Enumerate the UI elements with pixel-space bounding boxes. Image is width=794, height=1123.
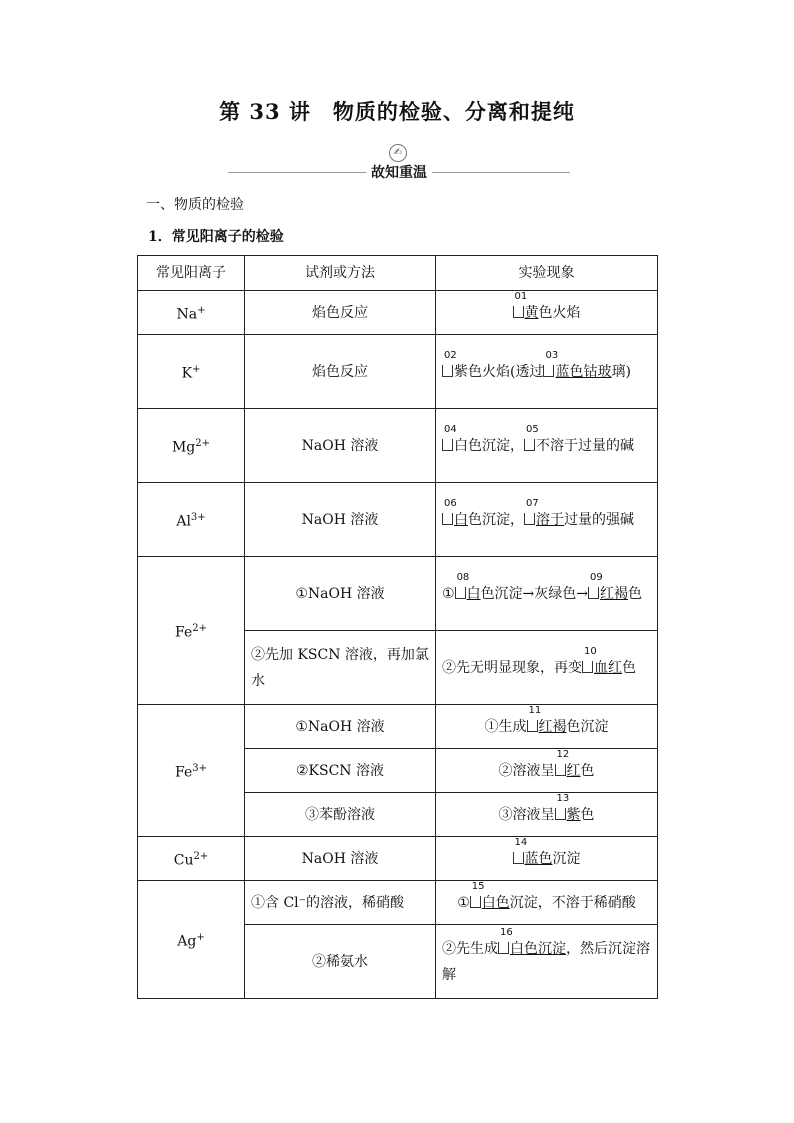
result-text: 过量的强碱 <box>564 511 634 528</box>
blank-number: 08 <box>456 571 470 583</box>
table-row <box>138 291 658 335</box>
answer-text: 紫 <box>566 806 581 823</box>
result-cell <box>436 557 658 631</box>
answer-text: 白色沉淀 <box>510 940 566 957</box>
result-text: 色 <box>580 806 595 823</box>
ion-charge: 3+ <box>192 762 207 774</box>
banner-label: 故知重温 <box>371 165 427 181</box>
ion-cell <box>138 483 245 557</box>
answer-blank <box>582 645 597 673</box>
table-header-row <box>138 256 658 291</box>
table-row <box>138 881 658 925</box>
blank-number: 04 <box>444 423 457 435</box>
subsection-heading: 1．常见阳离子的检验 <box>148 229 284 245</box>
answer-text: 白 <box>466 585 481 602</box>
answer-blank <box>588 571 603 599</box>
blank-number: 02 <box>444 349 457 361</box>
answer-text: 黄 <box>524 304 539 321</box>
banner-divider-left <box>228 172 366 173</box>
answer-blank <box>513 836 528 864</box>
page-title: 第 33 讲 物质的检验、分离和提纯 <box>219 99 575 124</box>
answer-blank <box>527 704 542 732</box>
result-text: 色 <box>628 585 643 602</box>
result-text: 白色沉淀， <box>454 437 524 454</box>
blank-number: 12 <box>556 748 570 760</box>
result-cell <box>436 291 658 335</box>
ion-symbol: K <box>181 365 193 382</box>
answer-blank <box>470 880 485 908</box>
result-cell <box>436 335 658 409</box>
answer-blank <box>555 792 570 820</box>
answer-blank <box>543 349 559 377</box>
result-text: 色沉淀， <box>468 511 524 528</box>
ion-charge: 2+ <box>193 850 209 862</box>
header-result: 实验现象 <box>436 256 658 291</box>
method-cell: ②稀氨水 <box>245 925 436 999</box>
answer-blank <box>442 423 457 451</box>
answer-text: 红褐 <box>538 718 567 735</box>
result-cell <box>436 631 658 705</box>
ion-charge: 2+ <box>192 622 207 634</box>
result-cell <box>436 409 658 483</box>
result-text: 色 <box>622 659 636 676</box>
ion-cell <box>138 409 245 483</box>
ion-charge: + <box>197 304 206 316</box>
method-cell: NaOH 溶液 <box>245 409 436 483</box>
method-cell: NaOH 溶液 <box>245 483 436 557</box>
blank-number: 01 <box>514 290 528 302</box>
header-ion: 常见阳离子 <box>138 256 245 291</box>
result-text: 沉淀，不溶于稀硝酸 <box>509 894 636 911</box>
blank-number: 05 <box>526 423 539 435</box>
cation-test-table <box>137 255 658 999</box>
result-text: ②先无明显现象，再变 <box>442 659 582 676</box>
answer-blank <box>455 571 470 599</box>
result-text: ① <box>442 585 455 602</box>
result-text: 紫色火焰(透过 <box>454 363 544 380</box>
ion-cell <box>138 881 245 999</box>
result-text: ②溶液呈 <box>498 762 555 779</box>
blank-number: 06 <box>444 497 457 509</box>
result-cell <box>436 483 658 557</box>
table-row <box>138 557 658 631</box>
result-text: 不溶于过量的碱 <box>536 437 634 454</box>
method-cell: ①NaOH 溶液 <box>245 557 436 631</box>
section-heading: 一、物质的检验 <box>146 197 244 213</box>
result-text: ，然后沉淀溶解 <box>442 940 650 983</box>
ion-symbol: Al <box>176 513 191 530</box>
blank-number: 10 <box>584 645 597 657</box>
result-text: 色火焰 <box>538 304 581 321</box>
result-text: 沉淀 <box>552 850 581 867</box>
blank-number: 03 <box>545 349 559 361</box>
table-row <box>138 483 658 557</box>
table-row <box>138 409 658 483</box>
ion-cell <box>138 335 245 409</box>
lamp-icon: ✍ <box>389 144 407 162</box>
result-cell <box>436 881 658 925</box>
result-cell <box>436 705 658 749</box>
blank-number: 11 <box>528 704 542 716</box>
blank-number: 07 <box>526 497 539 509</box>
ion-cell <box>138 837 245 881</box>
result-text: ②先生成 <box>442 940 498 957</box>
method-cell: NaOH 溶液 <box>245 837 436 881</box>
result-text: 色 <box>580 762 595 779</box>
answer-blank <box>442 349 457 377</box>
method-cell: ③苯酚溶液 <box>245 793 436 837</box>
answer-blank <box>513 290 528 318</box>
answer-text: 血红 <box>594 659 622 676</box>
answer-blank <box>524 423 539 451</box>
answer-blank <box>555 748 570 776</box>
answer-blank <box>442 497 457 525</box>
result-text: ③溶液呈 <box>498 806 555 823</box>
result-text: 色沉淀→灰绿色→ <box>480 585 589 602</box>
answer-text: 蓝色 <box>524 850 553 867</box>
ion-symbol: Fe <box>175 764 193 781</box>
result-cell <box>436 925 658 999</box>
answer-text: 红 <box>566 762 581 779</box>
result-text: 色沉淀 <box>566 718 609 735</box>
ion-cell <box>138 705 245 837</box>
blank-number: 14 <box>514 836 528 848</box>
blank-number: 15 <box>471 880 485 892</box>
answer-text: 蓝色钴玻 <box>555 363 612 380</box>
method-cell: ②KSCN 溶液 <box>245 749 436 793</box>
method-cell: ①含 Cl⁻的溶液，稀硝酸 <box>245 881 436 925</box>
section-banner <box>228 140 570 184</box>
ion-cell <box>138 291 245 335</box>
result-text: 璃) <box>611 363 631 380</box>
table-row <box>138 837 658 881</box>
ion-symbol: Cu <box>173 852 194 869</box>
result-text: ① <box>457 894 470 911</box>
method-cell: 焰色反应 <box>245 291 436 335</box>
result-cell <box>436 837 658 881</box>
answer-text: 白 <box>454 511 468 528</box>
ion-symbol: Fe <box>175 624 193 641</box>
header-method: 试剂或方法 <box>245 256 436 291</box>
result-text: ①生成 <box>484 718 527 735</box>
answer-text: 白色 <box>481 894 510 911</box>
table-body <box>138 291 658 999</box>
ion-charge: 3+ <box>190 511 206 523</box>
ion-cell <box>138 557 245 705</box>
answer-text: 溶于 <box>536 511 564 528</box>
blank-number: 09 <box>590 571 603 583</box>
banner-divider-right <box>432 172 570 173</box>
method-cell: ②先加 KSCN 溶液，再加氯水 <box>245 631 436 705</box>
ion-symbol: Mg <box>171 439 196 456</box>
answer-blank <box>498 926 513 954</box>
ion-charge: 2+ <box>195 437 211 449</box>
method-cell: ①NaOH 溶液 <box>245 705 436 749</box>
table-row <box>138 705 658 749</box>
result-cell <box>436 749 658 793</box>
answer-blank <box>524 497 539 525</box>
blank-number: 13 <box>556 792 570 804</box>
result-cell <box>436 793 658 837</box>
ion-charge: + <box>196 931 205 943</box>
method-cell: 焰色反应 <box>245 335 436 409</box>
ion-charge: + <box>192 363 201 375</box>
ion-symbol: Na <box>176 306 198 323</box>
blank-number: 16 <box>500 926 513 938</box>
answer-text: 红褐 <box>600 585 629 602</box>
table-row <box>138 335 658 409</box>
ion-symbol: Ag <box>177 933 197 950</box>
